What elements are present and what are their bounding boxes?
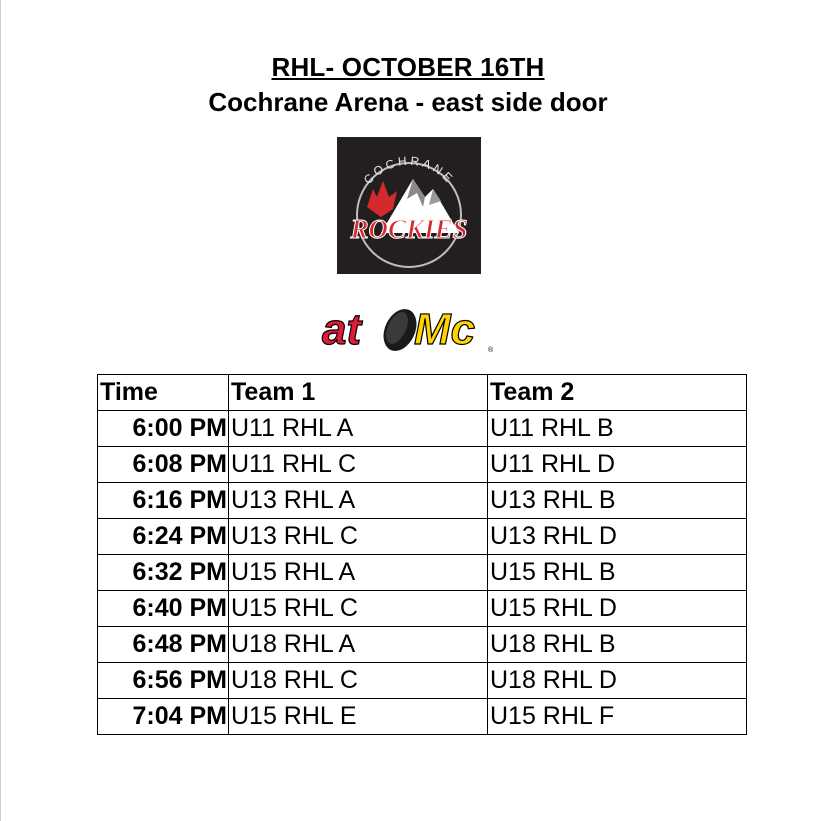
row-time: 6:32 PM xyxy=(98,555,229,591)
row-time: 6:16 PM xyxy=(98,483,229,519)
row-team1: U13 RHL C xyxy=(229,519,488,555)
row-team1: U11 RHL A xyxy=(229,411,488,447)
table-row xyxy=(98,483,747,519)
row-time: 6:40 PM xyxy=(98,591,229,627)
row-team2: U18 RHL D xyxy=(488,663,747,699)
col-header-team1: Team 1 xyxy=(229,375,488,411)
row-team2: U11 RHL B xyxy=(488,411,747,447)
row-team1: U15 RHL E xyxy=(229,699,488,735)
table-row xyxy=(98,591,747,627)
table-row xyxy=(98,663,747,699)
row-time: 6:48 PM xyxy=(98,627,229,663)
row-time: 6:24 PM xyxy=(98,519,229,555)
table-row xyxy=(98,447,747,483)
col-header-team2: Team 2 xyxy=(488,375,747,411)
row-time: 6:08 PM xyxy=(98,447,229,483)
svg-text:COCHRANE xyxy=(361,154,458,187)
registered-mark: ® xyxy=(488,347,494,354)
table-row xyxy=(98,555,747,591)
atomc-text-mc: Mc xyxy=(414,305,476,354)
row-team2: U11 RHL D xyxy=(488,447,747,483)
maple-leaf-icon xyxy=(367,181,397,217)
row-team2: U15 RHL F xyxy=(488,699,747,735)
row-time: 6:56 PM xyxy=(98,663,229,699)
rockies-wordmark: ROCKIES xyxy=(350,214,468,244)
rockies-arc-text: COCHRANE xyxy=(360,153,458,187)
row-team1: U18 RHL C xyxy=(229,663,488,699)
row-team1: U15 RHL A xyxy=(229,555,488,591)
row-team2: U15 RHL D xyxy=(488,591,747,627)
atomc-logo xyxy=(320,300,500,356)
atomc-text-at: at xyxy=(322,305,362,354)
row-team2: U18 RHL B xyxy=(488,627,747,663)
page-title: RHL- OCTOBER 16TH xyxy=(271,52,545,82)
row-team1: U13 RHL A xyxy=(229,483,488,519)
row-team2: U13 RHL D xyxy=(488,519,747,555)
location-subtitle: Cochrane Arena - east side door xyxy=(208,87,608,117)
row-team1: U11 RHL C xyxy=(229,447,488,483)
table-row xyxy=(98,627,747,663)
row-time: 6:00 PM xyxy=(98,411,229,447)
row-time: 7:04 PM xyxy=(98,699,229,735)
table-row xyxy=(98,699,747,735)
row-team1: U15 RHL C xyxy=(229,591,488,627)
table-row xyxy=(98,411,747,447)
game-schedule-table xyxy=(97,374,747,735)
row-team1: U18 RHL A xyxy=(229,627,488,663)
cochrane-rockies-logo xyxy=(337,137,481,274)
row-team2: U15 RHL B xyxy=(488,555,747,591)
table-header-row xyxy=(98,375,747,411)
row-team2: U13 RHL B xyxy=(488,483,747,519)
table-row xyxy=(98,519,747,555)
page-edge xyxy=(0,0,1,821)
col-header-time: Time xyxy=(98,375,229,411)
